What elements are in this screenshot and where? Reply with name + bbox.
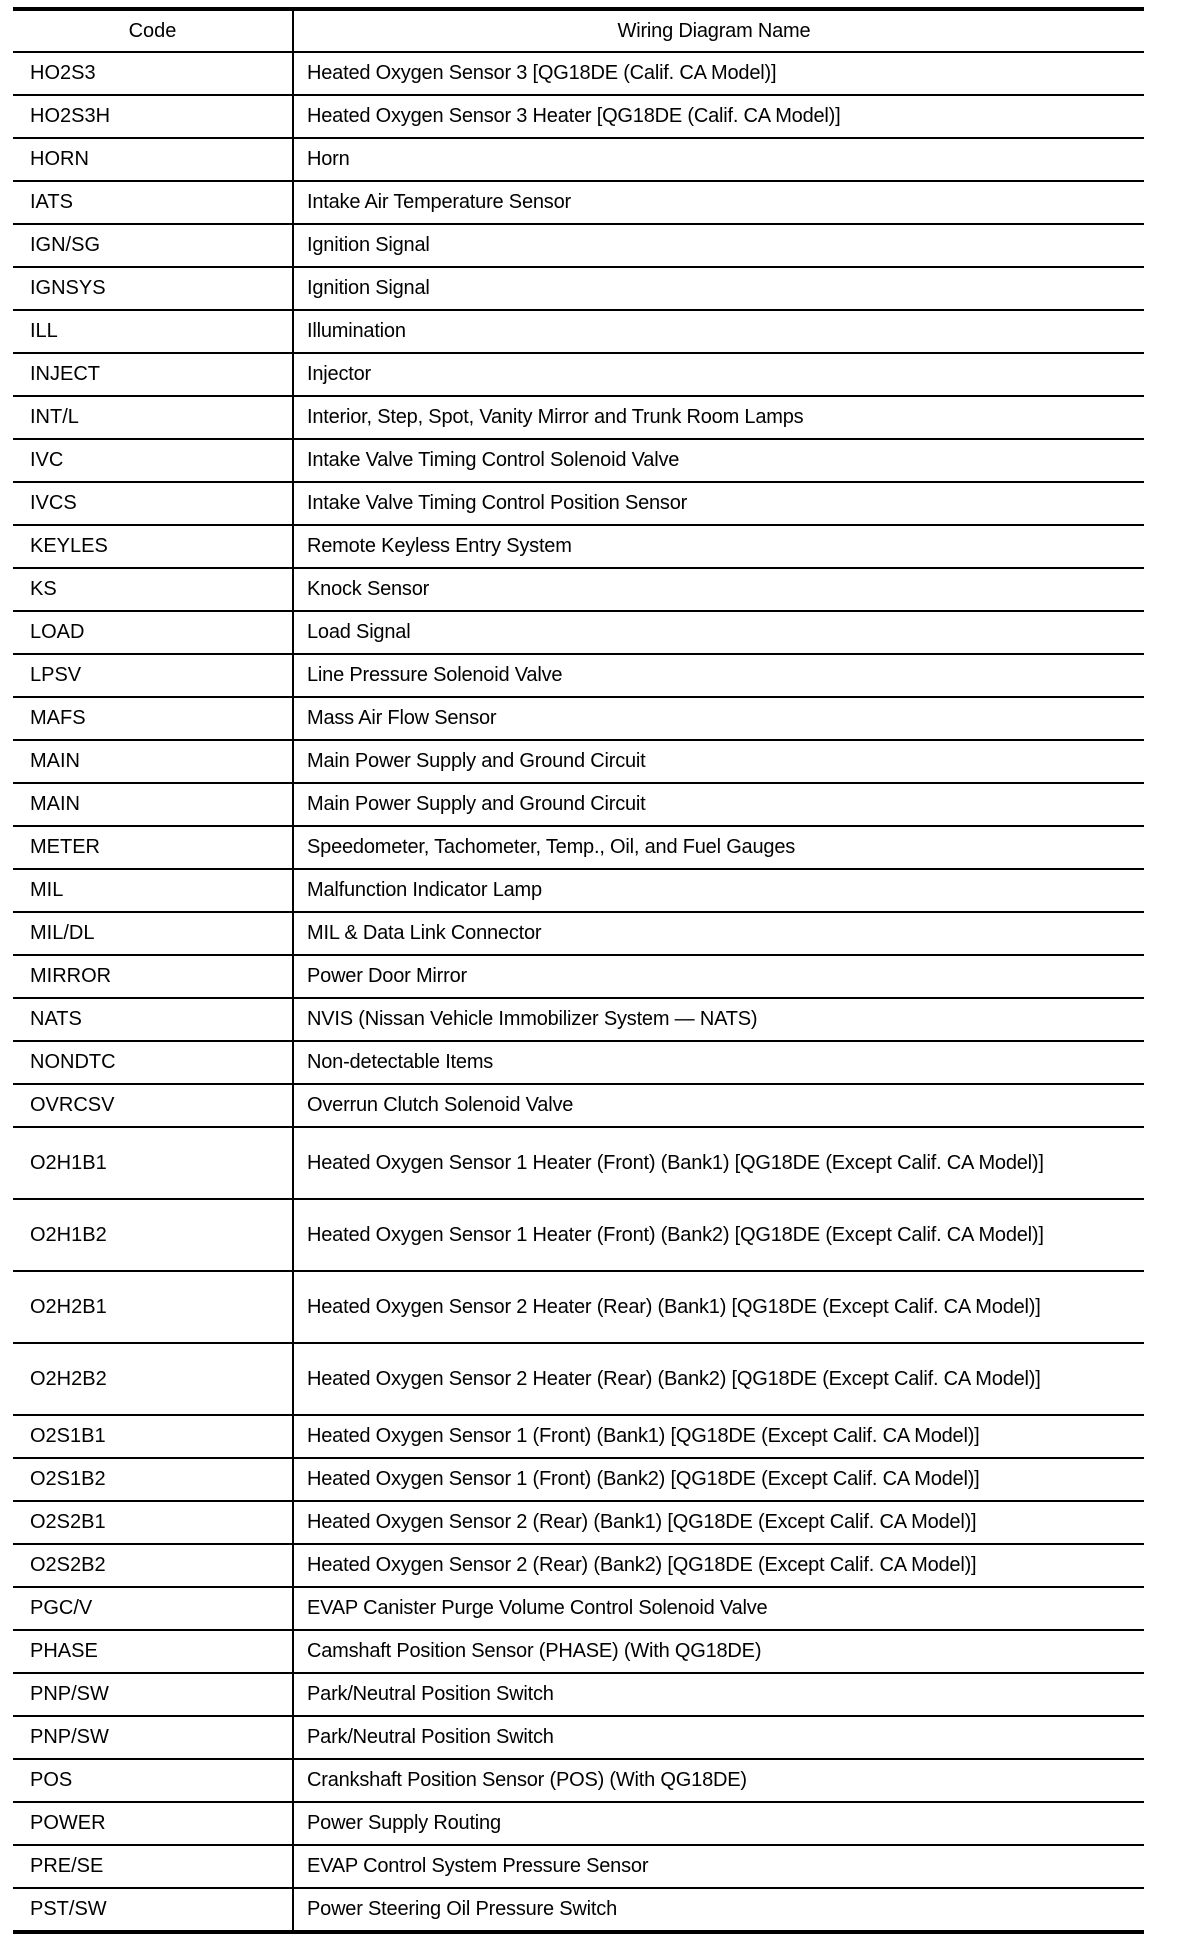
code-cell: INJECT	[13, 354, 294, 395]
table-header-row	[13, 11, 1144, 51]
table-row	[13, 1040, 1144, 1083]
code-cell: O2H2B2	[13, 1344, 294, 1414]
table-row	[13, 1543, 1144, 1586]
table-row	[13, 1198, 1144, 1270]
wiring-diagram-name-cell: Non-detectable Items	[307, 1051, 494, 1073]
code-cell: O2S1B2	[13, 1459, 294, 1500]
code-cell: PNP/SW	[13, 1674, 294, 1715]
wiring-diagram-name-cell: Interior, Step, Spot, Vanity Mirror and Trunk Room Lamps	[307, 406, 804, 428]
table-row	[13, 481, 1144, 524]
table-row	[13, 567, 1144, 610]
wiring-diagram-name-cell: Power Steering Oil Pressure Switch	[307, 1898, 617, 1920]
code-cell: IVC	[13, 440, 294, 481]
wiring-diagram-name-cell: Horn	[307, 148, 350, 170]
table-row	[13, 1126, 1144, 1198]
wiring-diagram-name-cell: Power Door Mirror	[307, 965, 467, 987]
table-row	[13, 1414, 1144, 1457]
wiring-diagram-name-cell: Crankshaft Position Sensor (POS) (With QG18DE)	[307, 1769, 747, 1791]
table-row	[13, 653, 1144, 696]
wiring-diagram-name-cell: MIL & Data Link Connector	[307, 922, 542, 944]
wiring-diagram-name-cell: Line Pressure Solenoid Valve	[307, 664, 563, 686]
wiring-diagram-name-cell: Speedometer, Tachometer, Temp., Oil, and Fuel Gauges	[307, 836, 796, 858]
code-cell: IVCS	[13, 483, 294, 524]
table-row	[13, 94, 1144, 137]
code-cell: KS	[13, 569, 294, 610]
column-header-code: Code	[13, 11, 294, 51]
table-row	[13, 1083, 1144, 1126]
table-row	[13, 1844, 1144, 1887]
wiring-diagram-name-cell: NVIS (Nissan Vehicle Immobilizer System — NATS)	[307, 1008, 758, 1030]
code-cell: MAIN	[13, 784, 294, 825]
wiring-diagram-name-cell: Heated Oxygen Sensor 2 Heater (Rear) (Bank1) [QG18DE (Except Calif. CA Model)]	[307, 1295, 1041, 1318]
wiring-diagram-code-table	[13, 7, 1144, 1934]
code-cell: PRE/SE	[13, 1846, 294, 1887]
code-cell: IGNSYS	[13, 268, 294, 309]
code-cell: POS	[13, 1760, 294, 1801]
code-cell: MIL	[13, 870, 294, 911]
wiring-diagram-name-cell: Heated Oxygen Sensor 2 (Rear) (Bank2) [QG18DE (Except Calif. CA Model)]	[307, 1554, 977, 1576]
code-cell: KEYLES	[13, 526, 294, 567]
table-row	[13, 1758, 1144, 1801]
wiring-diagram-name-cell: Overrun Clutch Solenoid Valve	[307, 1094, 574, 1116]
wiring-diagram-name-cell: Camshaft Position Sensor (PHASE) (With QG18DE)	[307, 1640, 762, 1662]
code-cell: PST/SW	[13, 1889, 294, 1930]
wiring-diagram-name-cell: Illumination	[307, 320, 406, 342]
wiring-diagram-name-cell: EVAP Canister Purge Volume Control Solenoid Valve	[307, 1597, 768, 1619]
table-body	[13, 51, 1144, 1930]
code-cell: POWER	[13, 1803, 294, 1844]
table-row	[13, 438, 1144, 481]
wiring-diagram-name-cell: Main Power Supply and Ground Circuit	[307, 793, 646, 815]
wiring-diagram-name-cell: Injector	[307, 363, 371, 385]
wiring-diagram-name-cell: Malfunction Indicator Lamp	[307, 879, 542, 901]
code-cell: O2S2B2	[13, 1545, 294, 1586]
table-row	[13, 266, 1144, 309]
table-row	[13, 1586, 1144, 1629]
code-cell: PGC/V	[13, 1588, 294, 1629]
table-row	[13, 825, 1144, 868]
wiring-diagram-name-cell: Heated Oxygen Sensor 3 Heater [QG18DE (Calif. CA Model)]	[307, 105, 841, 127]
wiring-diagram-name-cell: Main Power Supply and Ground Circuit	[307, 750, 646, 772]
table-row	[13, 51, 1144, 94]
table-row	[13, 352, 1144, 395]
code-cell: MIL/DL	[13, 913, 294, 954]
table-row	[13, 1457, 1144, 1500]
code-cell: METER	[13, 827, 294, 868]
wiring-diagram-name-cell: Knock Sensor	[307, 578, 430, 600]
table-row	[13, 1342, 1144, 1414]
code-cell: O2H1B1	[13, 1128, 294, 1198]
wiring-diagram-name-cell: Power Supply Routing	[307, 1812, 501, 1834]
table-row	[13, 954, 1144, 997]
code-cell: HO2S3	[13, 53, 294, 94]
code-cell: O2S2B1	[13, 1502, 294, 1543]
code-cell: IGN/SG	[13, 225, 294, 266]
code-cell: LOAD	[13, 612, 294, 653]
table-row	[13, 180, 1144, 223]
table-row	[13, 1629, 1144, 1672]
code-cell: HO2S3H	[13, 96, 294, 137]
table-row	[13, 1801, 1144, 1844]
code-cell: O2H1B2	[13, 1200, 294, 1270]
table-row	[13, 223, 1144, 266]
wiring-diagram-name-cell: EVAP Control System Pressure Sensor	[307, 1855, 649, 1877]
wiring-diagram-name-cell: Intake Valve Timing Control Solenoid Valve	[307, 449, 680, 471]
table-row	[13, 524, 1144, 567]
wiring-diagram-name-cell: Intake Air Temperature Sensor	[307, 191, 571, 213]
code-cell: O2S1B1	[13, 1416, 294, 1457]
wiring-diagram-name-cell: Park/Neutral Position Switch	[307, 1726, 554, 1748]
table-row	[13, 868, 1144, 911]
code-cell: NATS	[13, 999, 294, 1040]
wiring-diagram-name-cell: Ignition Signal	[307, 277, 430, 299]
table-row	[13, 1500, 1144, 1543]
table-row	[13, 610, 1144, 653]
table-row	[13, 782, 1144, 825]
table-row	[13, 911, 1144, 954]
table-row	[13, 739, 1144, 782]
wiring-diagram-name-cell: Ignition Signal	[307, 234, 430, 256]
code-cell: INT/L	[13, 397, 294, 438]
wiring-diagram-name-cell: Intake Valve Timing Control Position Sensor	[307, 492, 688, 514]
table-row	[13, 696, 1144, 739]
wiring-diagram-name-cell: Remote Keyless Entry System	[307, 535, 572, 557]
table-row	[13, 1672, 1144, 1715]
wiring-diagram-name-cell: Heated Oxygen Sensor 1 (Front) (Bank1) [QG18DE (Except Calif. CA Model)]	[307, 1425, 980, 1447]
code-cell: PNP/SW	[13, 1717, 294, 1758]
wiring-diagram-name-cell: Heated Oxygen Sensor 2 (Rear) (Bank1) [QG18DE (Except Calif. CA Model)]	[307, 1511, 977, 1533]
code-cell: MAFS	[13, 698, 294, 739]
code-cell: ILL	[13, 311, 294, 352]
wiring-diagram-name-cell: Heated Oxygen Sensor 1 Heater (Front) (Bank2) [QG18DE (Except Calif. CA Model)]	[307, 1223, 1044, 1246]
wiring-diagram-name-cell: Heated Oxygen Sensor 1 (Front) (Bank2) [QG18DE (Except Calif. CA Model)]	[307, 1468, 980, 1490]
table-row	[13, 1715, 1144, 1758]
table-row	[13, 309, 1144, 352]
wiring-diagram-name-cell: Heated Oxygen Sensor 2 Heater (Rear) (Bank2) [QG18DE (Except Calif. CA Model)]	[307, 1367, 1041, 1390]
wiring-diagram-name-cell: Heated Oxygen Sensor 3 [QG18DE (Calif. CA Model)]	[307, 62, 777, 84]
table-row	[13, 395, 1144, 438]
wiring-diagram-name-cell: Heated Oxygen Sensor 1 Heater (Front) (Bank1) [QG18DE (Except Calif. CA Model)]	[307, 1151, 1044, 1174]
code-cell: O2H2B1	[13, 1272, 294, 1342]
code-cell: MIRROR	[13, 956, 294, 997]
table-row	[13, 1887, 1144, 1930]
code-cell: OVRCSV	[13, 1085, 294, 1126]
code-cell: LPSV	[13, 655, 294, 696]
code-cell: IATS	[13, 182, 294, 223]
code-cell: HORN	[13, 139, 294, 180]
table-row	[13, 1270, 1144, 1342]
wiring-diagram-name-cell: Park/Neutral Position Switch	[307, 1683, 554, 1705]
column-header-name: Wiring Diagram Name	[617, 19, 811, 42]
table-row	[13, 137, 1144, 180]
table-row	[13, 997, 1144, 1040]
code-cell: NONDTC	[13, 1042, 294, 1083]
code-cell: PHASE	[13, 1631, 294, 1672]
code-cell: MAIN	[13, 741, 294, 782]
wiring-diagram-name-cell: Load Signal	[307, 621, 411, 643]
wiring-diagram-name-cell: Mass Air Flow Sensor	[307, 707, 497, 729]
